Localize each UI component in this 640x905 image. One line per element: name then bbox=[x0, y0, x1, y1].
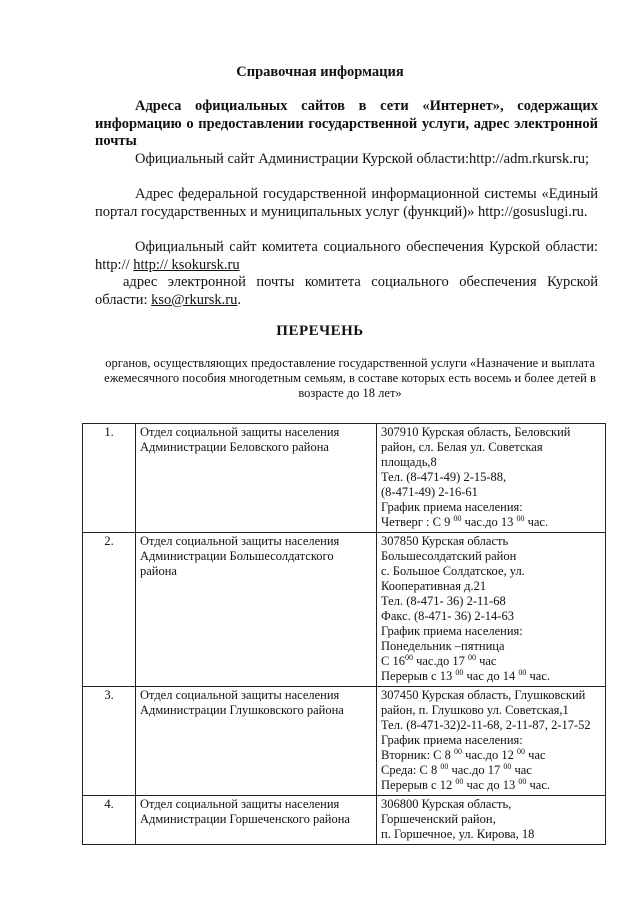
contact-line: Факс. (8-471- 36) 2-14-63 bbox=[381, 609, 514, 623]
schedule-minutes: 00 bbox=[518, 776, 527, 786]
schedule-text: час.до 12 bbox=[462, 748, 518, 762]
table-row bbox=[83, 533, 606, 687]
contact-line: График приема населения: bbox=[381, 624, 523, 638]
table-row bbox=[83, 424, 606, 533]
row-number: 4. bbox=[83, 796, 136, 845]
schedule-text: час bbox=[525, 748, 546, 762]
contact-line: 307850 Курская область bbox=[381, 534, 509, 548]
site-admin-text: Официальный сайт Администрации Курской области:http://adm.rkursk.ru; bbox=[135, 151, 590, 167]
site-committee-prefix: Официальный сайт комитета социального обеспечения Курской области: http:// bbox=[95, 239, 598, 273]
organizations-table bbox=[82, 423, 606, 845]
row-number: 2. bbox=[83, 533, 136, 687]
schedule-line bbox=[381, 669, 601, 684]
page-title: Справочная информация bbox=[236, 64, 404, 80]
organization-contacts bbox=[377, 533, 606, 687]
schedule-text: час. bbox=[524, 515, 549, 529]
schedule-line bbox=[381, 778, 601, 793]
organization-name: Отдел социальной защиты населения Администрации Беловского района bbox=[136, 424, 377, 533]
sites-heading: Адреса официальных сайтов в сети «Интернет», содержащих информацию о предоставлении государственной услуги, адрес электронной почты bbox=[95, 98, 598, 149]
schedule-minutes: 00 bbox=[516, 513, 525, 523]
contact-line: Тел. (8-471- 36) 2-11-68 bbox=[381, 594, 506, 608]
contact-line: Тел. (8-471-49) 2-15-88, bbox=[381, 470, 507, 484]
contact-line: 307450 Курская область, Глушковский район, п. Глушково ул. Советская,1 bbox=[381, 688, 586, 717]
schedule-text: час bbox=[511, 763, 532, 777]
organization-contacts bbox=[377, 796, 606, 845]
organization-name: Отдел социальной защиты населения Администрации Горшеченского района bbox=[136, 796, 377, 845]
schedule-minutes: 00 bbox=[404, 652, 413, 662]
list-subtitle: органов, осуществляющих предоставление государственной услуги «Назначение и выплата ежемесячного пособия многодетным семьям, в составе которых есть восемь и более детей в возрасте до 18 лет» bbox=[104, 356, 596, 400]
schedule-minutes: 00 bbox=[453, 513, 462, 523]
contact-line: (8-471-49) 2-16-61 bbox=[381, 485, 478, 499]
schedule-text: час.до 17 bbox=[412, 654, 468, 668]
organization-contacts bbox=[377, 687, 606, 796]
table-row bbox=[83, 796, 606, 845]
email-prefix: адрес электронной почты комитета социального обеспечения Курской области: bbox=[95, 274, 598, 308]
schedule-minutes: 00 bbox=[440, 761, 449, 771]
organization-name: Отдел социальной защиты населения Администрации Большесолдатского района bbox=[136, 533, 377, 687]
row-number: 1. bbox=[83, 424, 136, 533]
organization-contacts bbox=[377, 424, 606, 533]
schedule-text: Вторник: С 8 bbox=[381, 748, 455, 762]
contact-line: График приема населения: bbox=[381, 733, 523, 747]
contact-line: 306800 Курская область, bbox=[381, 797, 512, 811]
contact-line: Горшеченский район, bbox=[381, 812, 496, 826]
contact-line: п. Горшечное, ул. Кирова, 18 bbox=[381, 827, 535, 841]
schedule-text: час. bbox=[526, 778, 550, 792]
schedule-text: час до 14 bbox=[463, 669, 519, 683]
schedule-minutes: 00 bbox=[517, 746, 526, 756]
contact-line: Понедельник –пятница bbox=[381, 639, 505, 653]
schedule-text: С 16 bbox=[381, 654, 405, 668]
email-link[interactable]: kso@rkursk.ru bbox=[151, 291, 238, 308]
schedule-line bbox=[381, 515, 601, 530]
contact-line: График приема населения: bbox=[381, 500, 523, 514]
schedule-line bbox=[381, 763, 601, 778]
schedule-minutes: 00 bbox=[455, 667, 464, 677]
site-committee-text bbox=[95, 239, 598, 274]
table-row bbox=[83, 687, 606, 796]
contact-line: 307910 Курская область, Беловский район, сл. Белая ул. Советская площадь,8 bbox=[381, 425, 571, 469]
email-suffix: . bbox=[237, 291, 241, 308]
schedule-text: час.до 13 bbox=[461, 515, 517, 529]
schedule-text: час. bbox=[526, 669, 550, 683]
schedule-text: Перерыв с 13 bbox=[381, 669, 456, 683]
schedule-line bbox=[381, 654, 601, 669]
site-portal-text: Адрес федеральной государственной информационной системы «Единый портал государственных и муниципальных услуг (функций)» http://gosuslugi.ru. bbox=[95, 186, 598, 220]
schedule-text: Перерыв с 12 bbox=[381, 778, 456, 792]
schedule-text: час.до 17 bbox=[448, 763, 504, 777]
contact-line: Большесолдатский район bbox=[381, 549, 517, 563]
site-committee-link[interactable]: http:// ksokursk.ru bbox=[133, 256, 240, 273]
schedule-text: час до 13 bbox=[463, 778, 519, 792]
schedule-minutes: 00 bbox=[454, 746, 463, 756]
schedule-text: Четверг : С 9 bbox=[381, 515, 454, 529]
email-text bbox=[95, 274, 598, 309]
contact-line: Тел. (8-471-32)2-11-68, 2-11-87, 2-17-52 bbox=[381, 718, 591, 732]
row-number: 3. bbox=[83, 687, 136, 796]
list-heading: ПЕРЕЧЕНЬ bbox=[276, 323, 364, 339]
schedule-text: Среда: С 8 bbox=[381, 763, 441, 777]
schedule-minutes: 00 bbox=[503, 761, 512, 771]
schedule-text: час bbox=[475, 654, 497, 668]
schedule-minutes: 00 bbox=[455, 776, 464, 786]
schedule-line bbox=[381, 748, 601, 763]
organization-name: Отдел социальной защиты населения Администрации Глушковского района bbox=[136, 687, 377, 796]
contact-line: с. Большое Солдатское, ул. Кооперативная д.21 bbox=[381, 564, 525, 593]
schedule-minutes: 00 bbox=[518, 667, 527, 677]
schedule-minutes: 00 bbox=[467, 652, 476, 662]
